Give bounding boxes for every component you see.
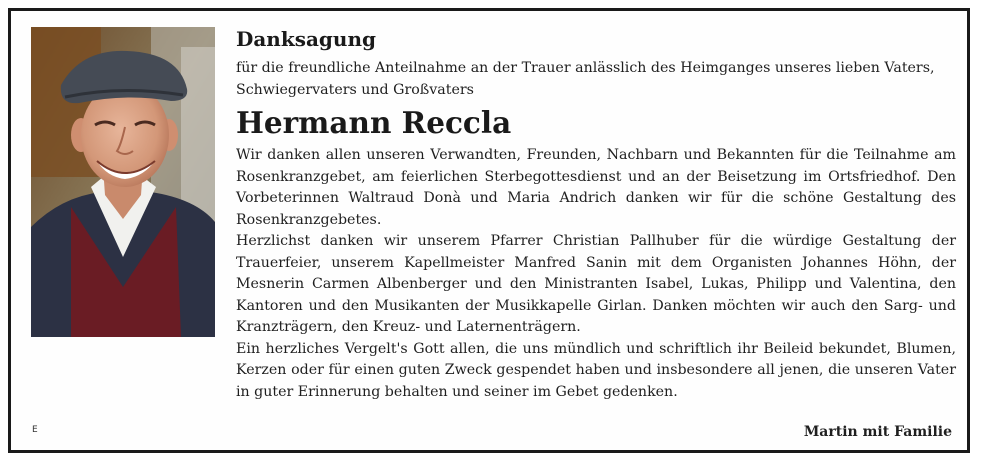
notice-body	[236, 145, 956, 403]
deceased-name: Hermann Reccla	[236, 105, 512, 140]
portrait-illustration	[31, 27, 215, 337]
notice-heading: Danksagung	[236, 27, 376, 51]
signature: Martin mit Familie	[803, 424, 952, 440]
body-paragraph: Ein herzliches Vergelt's Gott allen, die uns mündlich und schriftlich ihr Beileid bekundet, Blumen, Kerzen oder für einen guten Zweck gespendet haben und insbesondere all jenen, die unseren Vater in guter Erinnerung behalten und seiner im Gebet gedenken.	[236, 340, 956, 400]
body-paragraph: Wir danken allen unseren Verwandten, Freunden, Nachbarn und Bekannten für die Teilnahme am Rosenkranzgebet, am feierlichen Sterbegottesdienst und an der Beisetzung im Ortsfriedhof. Den Vorbeterinnen Waltraud Donà und Maria Andrich danken wir für die schöne Gestaltung des Rosenkranzgebetes.	[236, 147, 956, 228]
corner-mark: E	[32, 425, 38, 435]
portrait-photo	[31, 27, 215, 337]
body-paragraph: Herzlichst danken wir unserem Pfarrer Christian Pallhuber für die würdige Gestaltung der Trauerfeier, unserem Kapellmeister Manfred Sanin mit dem Organisten Johannes Höhn, der Mesnerin Carmen Albenberger und den Ministranten Isabel, Lukas, Philipp und Valentina, den Kantoren und den Musikanten der Musikkapelle Girlan. Danken möchten wir auch den Sarg- und Kranzträgern, den Kreuz- und Laternenträgern.	[236, 233, 956, 335]
notice-intro: für die freundliche Anteilnahme an der Trauer anlässlich des Heimganges unseres lieben Vaters, Schwiegervaters und Großvaters	[236, 60, 935, 98]
notice-text	[236, 24, 956, 403]
